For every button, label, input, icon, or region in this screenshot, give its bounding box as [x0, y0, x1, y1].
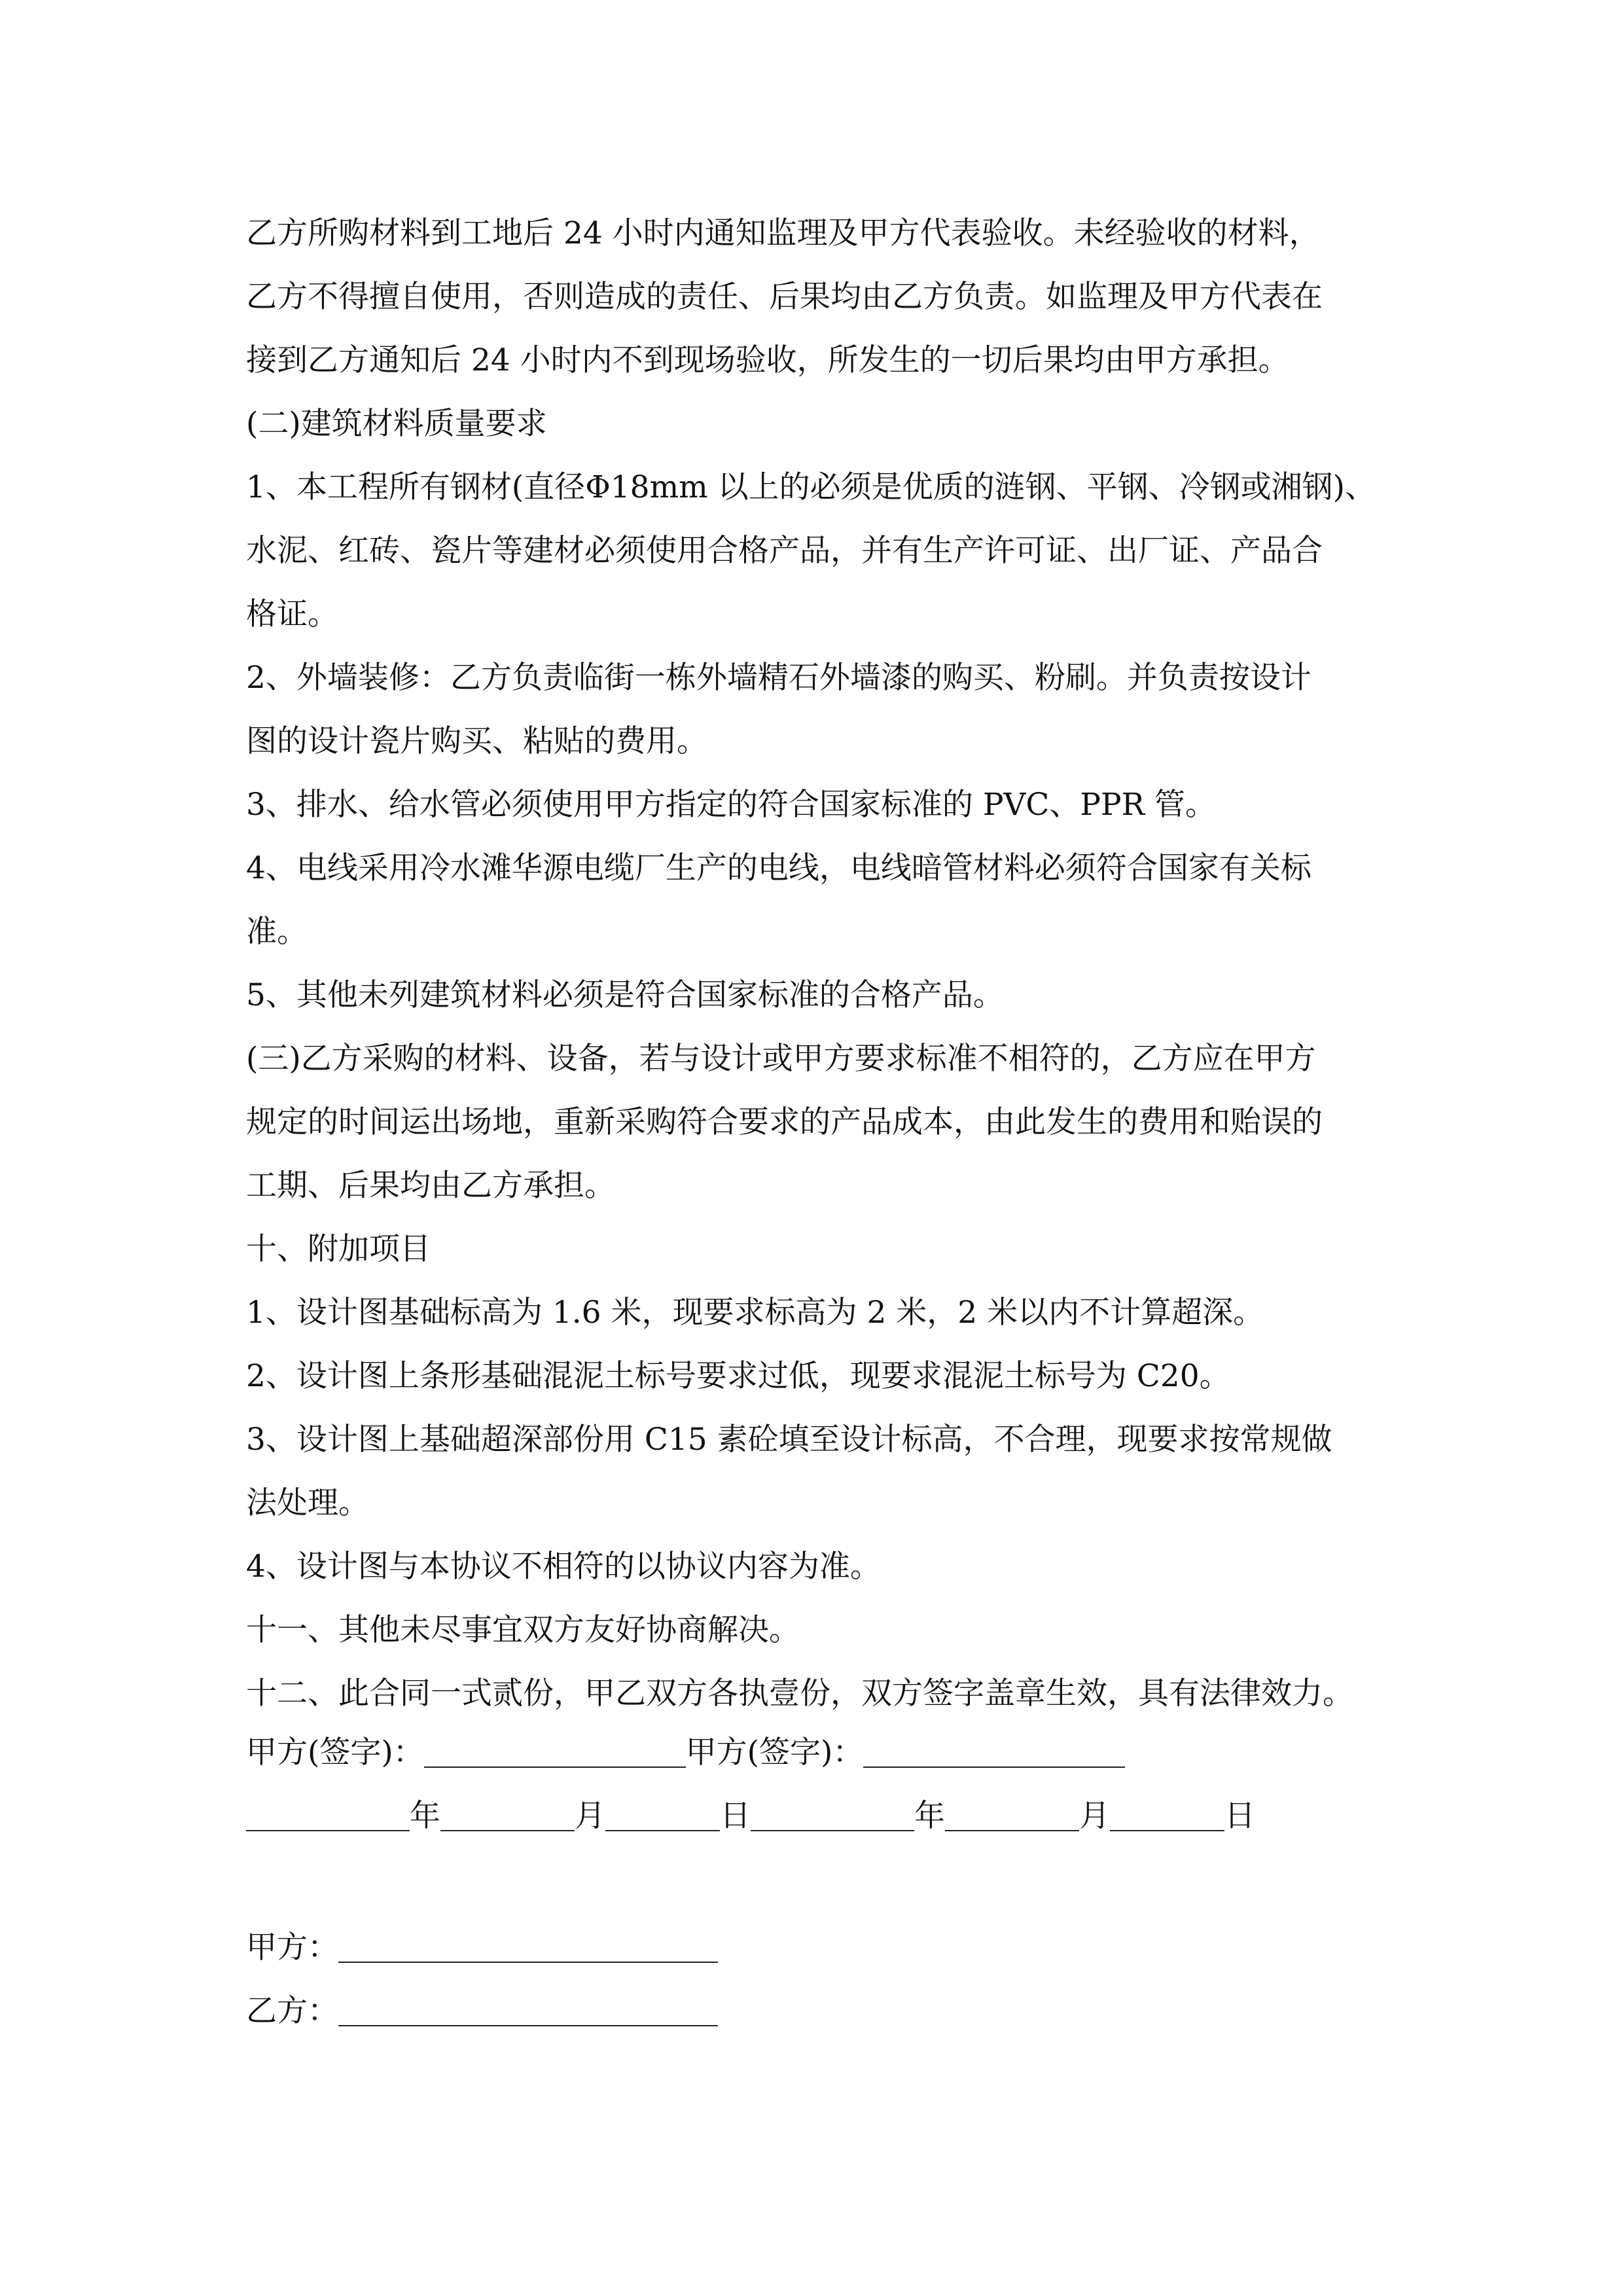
text-line: (三)乙方采购的材料、设备，若与设计或甲方要求标准不相符的，乙方应在甲方 [246, 1041, 1316, 1077]
year-blank-2[interactable] [751, 1829, 914, 1831]
signature-row [246, 1728, 1125, 1772]
party-b-sign-blank[interactable] [863, 1766, 1125, 1768]
day-blank[interactable] [605, 1829, 720, 1831]
year-blank[interactable] [246, 1829, 410, 1831]
party-b-sign-label: 甲方(签字)： [685, 1734, 864, 1770]
text-line: 3、设计图上基础超深部份用 C15 素砼填至设计标高，不合理，现要求按常规做 [246, 1422, 1332, 1458]
text-line: 3、排水、给水管必须使用甲方指定的符合国家标准的 PVC、PPR 管。 [246, 787, 1216, 823]
day-blank-2[interactable] [1110, 1829, 1224, 1831]
text-line: 规定的时间运出场地，重新采购符合要求的产品成本，由此发生的费用和贻误的 [246, 1104, 1323, 1140]
footer-party-b [246, 1986, 718, 2030]
footer-party-a-label: 甲方： [246, 1929, 338, 1965]
text-line: 乙方所购材料到工地后 24 小时内通知监理及甲方代表验收。未经验收的材料， [246, 215, 1320, 251]
month-label: 月 [575, 1798, 605, 1834]
text-line: 法处理。 [246, 1485, 369, 1521]
party-a-sign-blank[interactable] [424, 1766, 686, 1768]
month-blank[interactable] [440, 1829, 575, 1831]
footer-party-a-blank[interactable] [338, 1961, 718, 1963]
year-label: 年 [410, 1798, 440, 1834]
footer-party-b-label: 乙方： [246, 1993, 338, 2029]
footer-party-a [246, 1923, 718, 1967]
text-line: 1、设计图基础标高为 1.6 米，现要求标高为 2 米，2 米以内不计算超深。 [246, 1295, 1264, 1331]
contract-body [246, 202, 1424, 1725]
text-line: 工期、后果均由乙方承担。 [246, 1168, 615, 1204]
text-line: 2、设计图上条形基础混泥土标号要求过低，现要求混泥土标号为 C20。 [246, 1358, 1230, 1394]
day-label: 日 [720, 1798, 751, 1834]
text-line: 接到乙方通知后 24 小时内不到现场验收，所发生的一切后果均由甲方承担。 [246, 342, 1289, 378]
text-line: 2、外墙装修：乙方负责临街一栋外墙精石外墙漆的购买、粉刷。并负责按设计 [246, 660, 1311, 696]
text-line: 乙方不得擅自使用，否则造成的责任、后果均由乙方负责。如监理及甲方代表在 [246, 279, 1323, 315]
section-heading: 十一、其他未尽事宜双方友好协商解决。 [246, 1612, 800, 1648]
text-line: 格证。 [246, 596, 338, 632]
text-line: 1、本工程所有钢材(直径Φ18mm 以上的必须是优质的涟钢、平钢、冷钢或湘钢)、 [246, 469, 1376, 505]
section-heading: (二)建筑材料质量要求 [246, 406, 547, 442]
month-blank-2[interactable] [945, 1829, 1079, 1831]
text-line: 4、电线采用冷水滩华源电缆厂生产的电线，电线暗管材料必须符合国家有关标 [246, 850, 1311, 886]
footer-party-b-blank[interactable] [338, 2024, 718, 2026]
day-label-2: 日 [1224, 1798, 1255, 1834]
party-a-sign-label: 甲方(签字)： [246, 1734, 424, 1770]
section-heading: 十二、此合同一式贰份，甲乙双方各执壹份，双方签字盖章生效，具有法律效力。 [246, 1676, 1353, 1712]
text-line: 准。 [246, 914, 308, 950]
text-line: 5、其他未列建筑材料必须是符合国家标准的合格产品。 [246, 977, 1004, 1013]
text-line: 图的设计瓷片购买、粘贴的费用。 [246, 723, 707, 759]
text-line: 4、设计图与本协议不相符的以协议内容为准。 [246, 1549, 881, 1585]
month-label-2: 月 [1079, 1798, 1110, 1834]
text-line: 水泥、红砖、瓷片等建材必须使用合格产品，并有生产许可证、出厂证、产品合 [246, 533, 1323, 569]
date-row [246, 1791, 1255, 1835]
year-label-2: 年 [914, 1798, 945, 1834]
section-heading: 十、附加项目 [246, 1231, 431, 1267]
